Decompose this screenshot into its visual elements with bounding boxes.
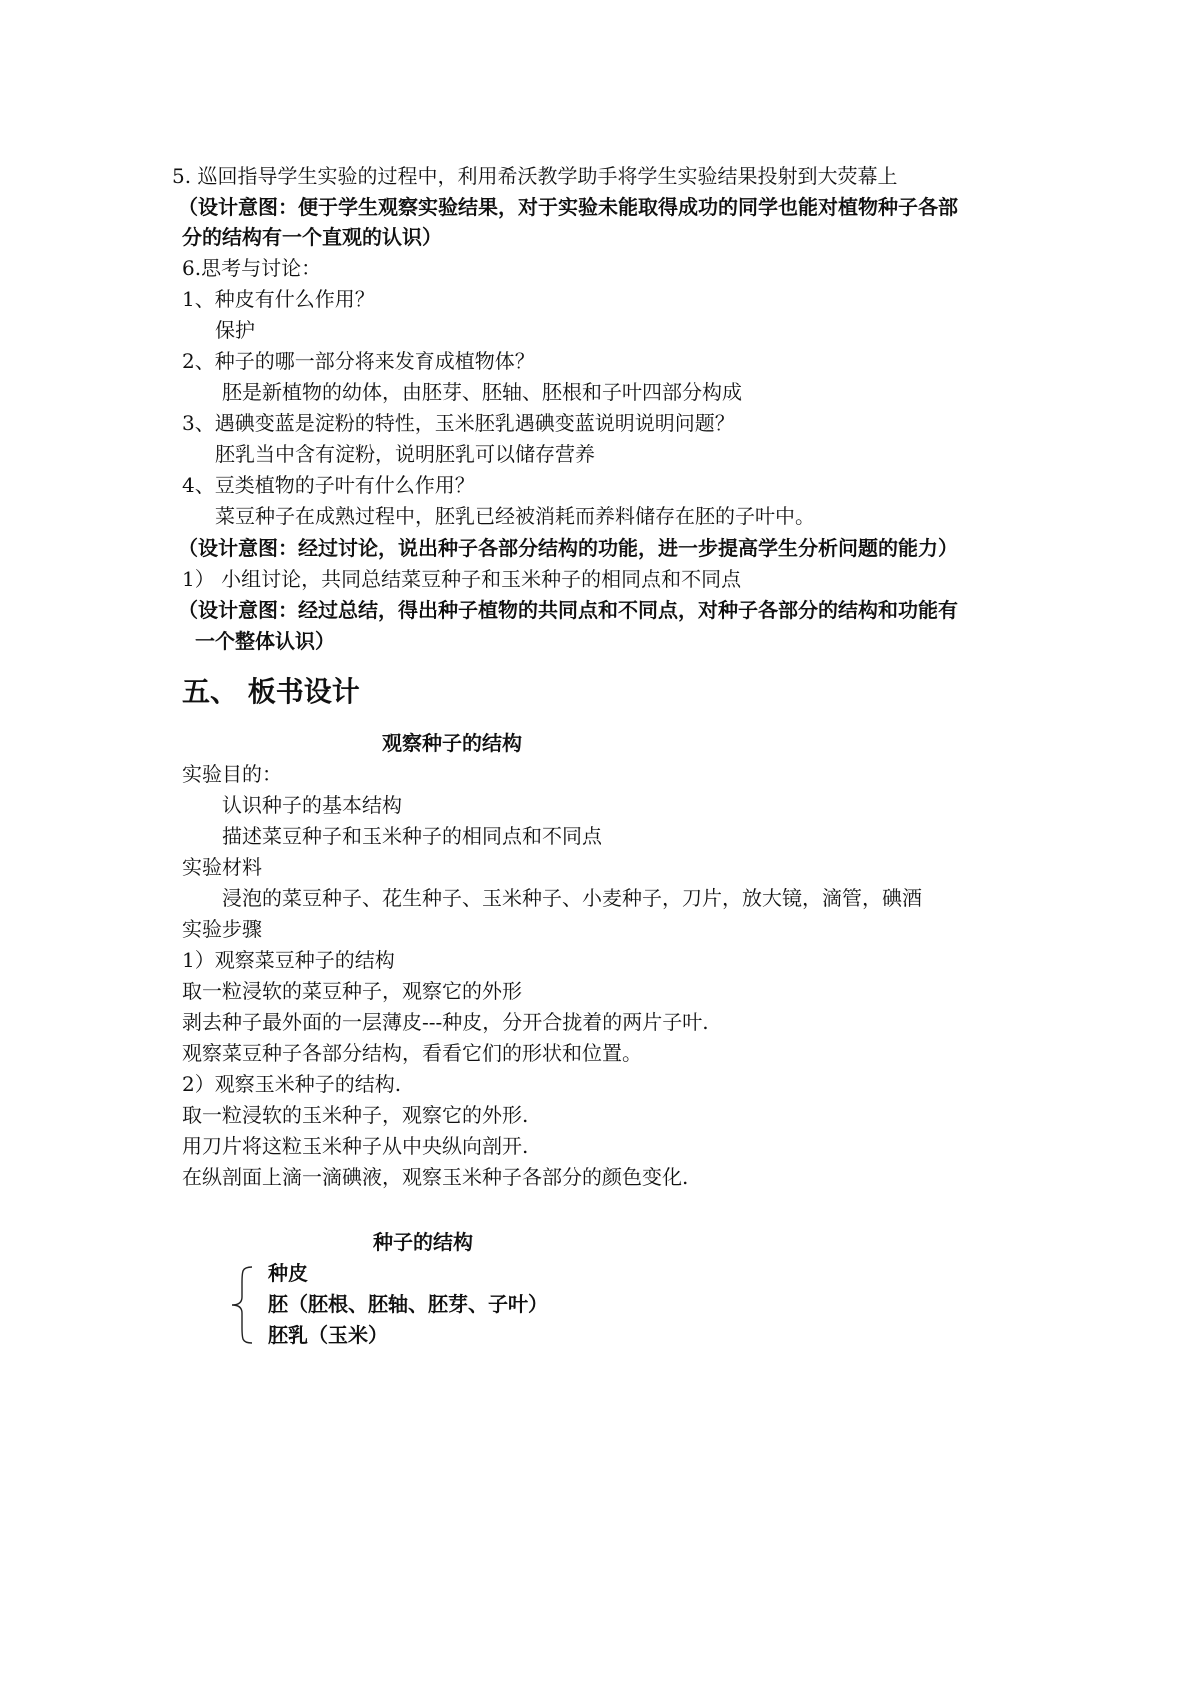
step-2-line-3: 在纵剖面上滴一滴碘液，观察玉米种子各部分的颜色变化. bbox=[182, 1165, 689, 1189]
materials-list: 浸泡的菜豆种子、花生种子、玉米种子、小麦种子，刀片，放大镜，滴管，碘酒 bbox=[222, 886, 922, 910]
left-brace-icon bbox=[228, 1263, 256, 1347]
group-discussion: 1） 小组讨论，共同总结菜豆种子和玉米种子的相同点和不同点 bbox=[182, 567, 742, 591]
materials-label: 实验材料 bbox=[182, 855, 262, 879]
step-5-text: 5. 巡回指导学生实验的过程中，利用希沃教学助手将学生实验结果投射到大荧幕上 bbox=[172, 164, 898, 188]
question-3: 3、遇碘变蓝是淀粉的特性，玉米胚乳遇碘变蓝说明说明问题？ bbox=[182, 411, 735, 435]
step-1-line-1: 取一粒浸软的菜豆种子，观察它的外形 bbox=[182, 979, 522, 1003]
board-title: 观察种子的结构 bbox=[382, 731, 522, 755]
answer-3: 胚乳当中含有淀粉，说明胚乳可以储存营养 bbox=[215, 442, 595, 466]
design-intent-1-line-1: （设计意图：便于学生观察实验结果，对于实验未能取得成功的同学也能对植物种子各部 bbox=[178, 195, 958, 219]
discussion-heading: 6.思考与讨论： bbox=[182, 256, 322, 280]
purpose-label: 实验目的： bbox=[182, 762, 282, 786]
step-1-line-3: 观察菜豆种子各部分结构，看看它们的形状和位置。 bbox=[182, 1041, 642, 1065]
answer-2: 胚是新植物的幼体，由胚芽、胚轴、胚根和子叶四部分构成 bbox=[222, 380, 742, 404]
step-2-line-2: 用刀片将这粒玉米种子从中央纵向剖开. bbox=[182, 1134, 529, 1158]
design-intent-3-line-1: （设计意图：经过总结，得出种子植物的共同点和不同点，对种子各部分的结构和功能有 bbox=[178, 598, 958, 622]
question-2: 2、种子的哪一部分将来发育成植物体？ bbox=[182, 349, 535, 373]
section-heading-board-design: 五、 板书设计 bbox=[182, 675, 360, 708]
structure-item-embryo: 胚（胚根、胚轴、胚芽、子叶） bbox=[268, 1292, 548, 1316]
answer-1: 保护 bbox=[215, 318, 255, 342]
structure-item-endosperm: 胚乳（玉米） bbox=[268, 1323, 388, 1347]
answer-4: 菜豆种子在成熟过程中，胚乳已经被消耗而养料储存在胚的子叶中。 bbox=[215, 504, 815, 528]
structure-item-seed-coat: 种皮 bbox=[268, 1261, 308, 1285]
seed-structure-title: 种子的结构 bbox=[373, 1230, 473, 1254]
steps-label: 实验步骤 bbox=[182, 917, 262, 941]
step-1-heading: 1）观察菜豆种子的结构 bbox=[182, 948, 395, 972]
question-1: 1、种皮有什么作用？ bbox=[182, 287, 375, 311]
step-1-line-2: 剥去种子最外面的一层薄皮---种皮，分开合拢着的两片子叶. bbox=[182, 1010, 709, 1034]
question-4: 4、豆类植物的子叶有什么作用？ bbox=[182, 473, 475, 497]
design-intent-3-line-2: 一个整体认识） bbox=[195, 629, 335, 653]
design-intent-2: （设计意图：经过讨论，说出种子各部分结构的功能，进一步提高学生分析问题的能力） bbox=[178, 536, 958, 560]
design-intent-1-line-2: 分的结构有一个直观的认识） bbox=[182, 225, 442, 249]
step-2-line-1: 取一粒浸软的玉米种子，观察它的外形. bbox=[182, 1103, 529, 1127]
step-2-heading: 2）观察玉米种子的结构. bbox=[182, 1072, 402, 1096]
purpose-item-1: 认识种子的基本结构 bbox=[222, 793, 402, 817]
purpose-item-2: 描述菜豆种子和玉米种子的相同点和不同点 bbox=[222, 824, 602, 848]
